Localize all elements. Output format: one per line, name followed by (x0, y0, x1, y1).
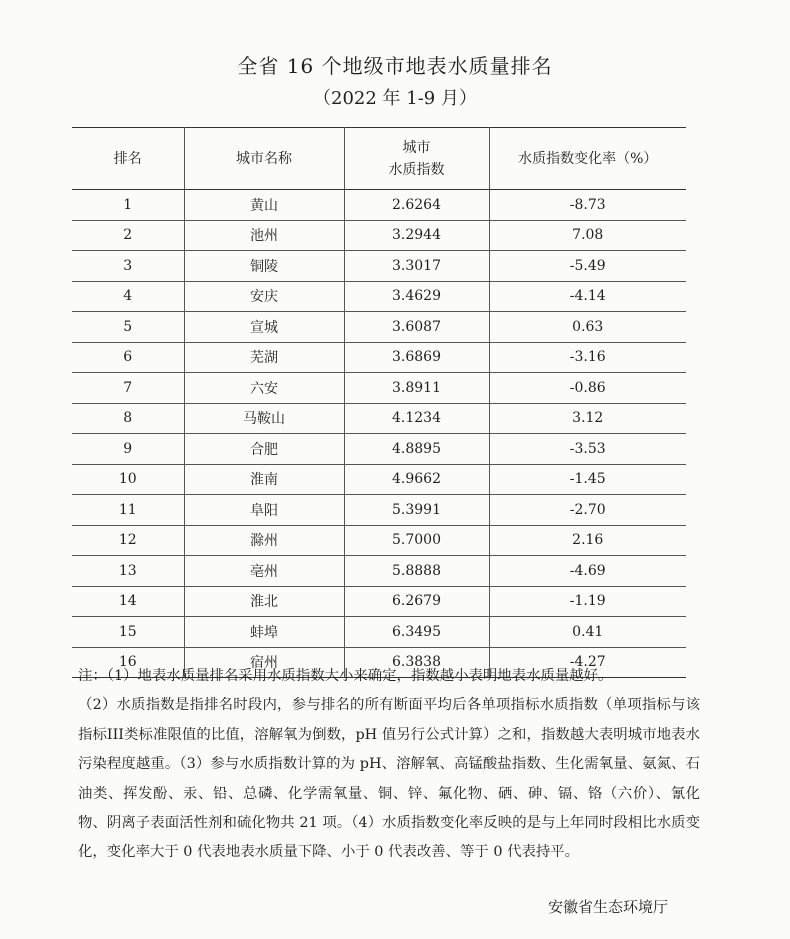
cell-index: 6.2679 (344, 586, 489, 617)
cell-city: 宣城 (184, 312, 344, 343)
cell-city: 宿州 (184, 647, 344, 678)
cell-index: 3.2944 (344, 220, 489, 251)
table-row (72, 495, 686, 526)
cell-change: -0.86 (489, 373, 686, 404)
cell-rank: 10 (72, 464, 184, 495)
cell-index: 4.9662 (344, 464, 489, 495)
header-rank: 排名 (72, 128, 184, 190)
cell-change: -1.45 (489, 464, 686, 495)
cell-rank: 6 (72, 342, 184, 373)
cell-rank: 11 (72, 495, 184, 526)
table-row (72, 403, 686, 434)
cell-change: -4.14 (489, 281, 686, 312)
cell-index: 6.3495 (344, 617, 489, 648)
table-row (72, 312, 686, 343)
header-index (344, 128, 489, 190)
cell-index: 4.8895 (344, 434, 489, 465)
cell-change: -2.70 (489, 495, 686, 526)
notes (78, 662, 700, 868)
cell-rank: 3 (72, 251, 184, 282)
cell-index: 4.1234 (344, 403, 489, 434)
cell-index: 6.3838 (344, 647, 489, 678)
cell-index: 5.8888 (344, 556, 489, 587)
cell-change: 3.12 (489, 403, 686, 434)
header-index-line1: 城市 (402, 139, 431, 156)
table-row (72, 556, 686, 587)
cell-rank: 14 (72, 586, 184, 617)
cell-change: -3.53 (489, 434, 686, 465)
cell-index: 2.6264 (344, 190, 489, 221)
cell-change: -4.27 (489, 647, 686, 678)
cell-city: 马鞍山 (184, 403, 344, 434)
signature: 安徽省生态环境厅 (548, 898, 669, 916)
cell-change: -8.73 (489, 190, 686, 221)
cell-city: 六安 (184, 373, 344, 404)
table-row (72, 464, 686, 495)
cell-city: 黄山 (184, 190, 344, 221)
note-2: （2）水质指数是指排名时段内，参与排名的所有断面平均后各单项指标水质指数（单项指标与该指标III类标准限值的比值，溶解氧为倒数，pH 值另行公式计算）之和，指数越大表明城市地表水污染程度越重。（3）参与水质指数计算的为 pH、溶解氧、高锰酸盐指数、生化需氧量、氨氮、石油类、挥发酚、汞、铅、总磷、化学需氧量、铜、锌、氟化物、硒、砷、镉、铬（六价）、氰化物、阴离子表面活性剂和硫化物共 21 项。（4）水质指数变化率反映的是与上年同时段相比水质变化，变化率大于 0 代表地表水质量下降、小于 0 代表改善、等于 0 代表持平。 (78, 697, 700, 861)
cell-index: 3.6087 (344, 312, 489, 343)
cell-city: 安庆 (184, 281, 344, 312)
cell-rank: 2 (72, 220, 184, 251)
cell-rank: 8 (72, 403, 184, 434)
cell-index: 3.6869 (344, 342, 489, 373)
table-row (72, 251, 686, 282)
table-row (72, 373, 686, 404)
cell-index: 5.7000 (344, 525, 489, 556)
cell-rank: 9 (72, 434, 184, 465)
cell-city: 淮北 (184, 586, 344, 617)
note-1: 注：（1）地表水质量排名采用水质指数大小来确定，指数越小表明地表水质量越好。 (78, 668, 613, 684)
header-index-line2: 水质指数 (388, 161, 445, 178)
cell-rank: 16 (72, 647, 184, 678)
cell-index: 5.3991 (344, 495, 489, 526)
cell-change: -1.19 (489, 586, 686, 617)
cell-index: 3.4629 (344, 281, 489, 312)
cell-rank: 7 (72, 373, 184, 404)
header-city: 城市名称 (184, 128, 344, 190)
table-row (72, 617, 686, 648)
cell-rank: 5 (72, 312, 184, 343)
cell-index: 3.3017 (344, 251, 489, 282)
cell-city: 滁州 (184, 525, 344, 556)
cell-change: 0.41 (489, 617, 686, 648)
cell-rank: 15 (72, 617, 184, 648)
cell-change: 2.16 (489, 525, 686, 556)
table-row (72, 586, 686, 617)
cell-change: 0.63 (489, 312, 686, 343)
cell-city: 淮南 (184, 464, 344, 495)
cell-city: 亳州 (184, 556, 344, 587)
cell-change: 7.08 (489, 220, 686, 251)
table-row (72, 434, 686, 465)
table-row (72, 525, 686, 556)
document-title: 全省 16 个地级市地表水质量排名 (237, 54, 553, 78)
table-row (72, 190, 686, 221)
table-row (72, 220, 686, 251)
table-header-row (72, 128, 686, 190)
cell-city: 合肥 (184, 434, 344, 465)
cell-rank: 12 (72, 525, 184, 556)
cell-change: -5.49 (489, 251, 686, 282)
cell-city: 芜湖 (184, 342, 344, 373)
table-row (72, 281, 686, 312)
header-change: 水质指数变化率（%） (489, 128, 686, 190)
cell-index: 3.8911 (344, 373, 489, 404)
document-subtitle: （2022 年 1-9 月） (313, 88, 477, 109)
cell-change: -4.69 (489, 556, 686, 587)
table-row (72, 342, 686, 373)
cell-rank: 13 (72, 556, 184, 587)
cell-city: 阜阳 (184, 495, 344, 526)
cell-city: 池州 (184, 220, 344, 251)
cell-rank: 1 (72, 190, 184, 221)
cell-rank: 4 (72, 281, 184, 312)
cell-city: 蚌埠 (184, 617, 344, 648)
cell-city: 铜陵 (184, 251, 344, 282)
cell-change: -3.16 (489, 342, 686, 373)
ranking-table (72, 127, 686, 678)
